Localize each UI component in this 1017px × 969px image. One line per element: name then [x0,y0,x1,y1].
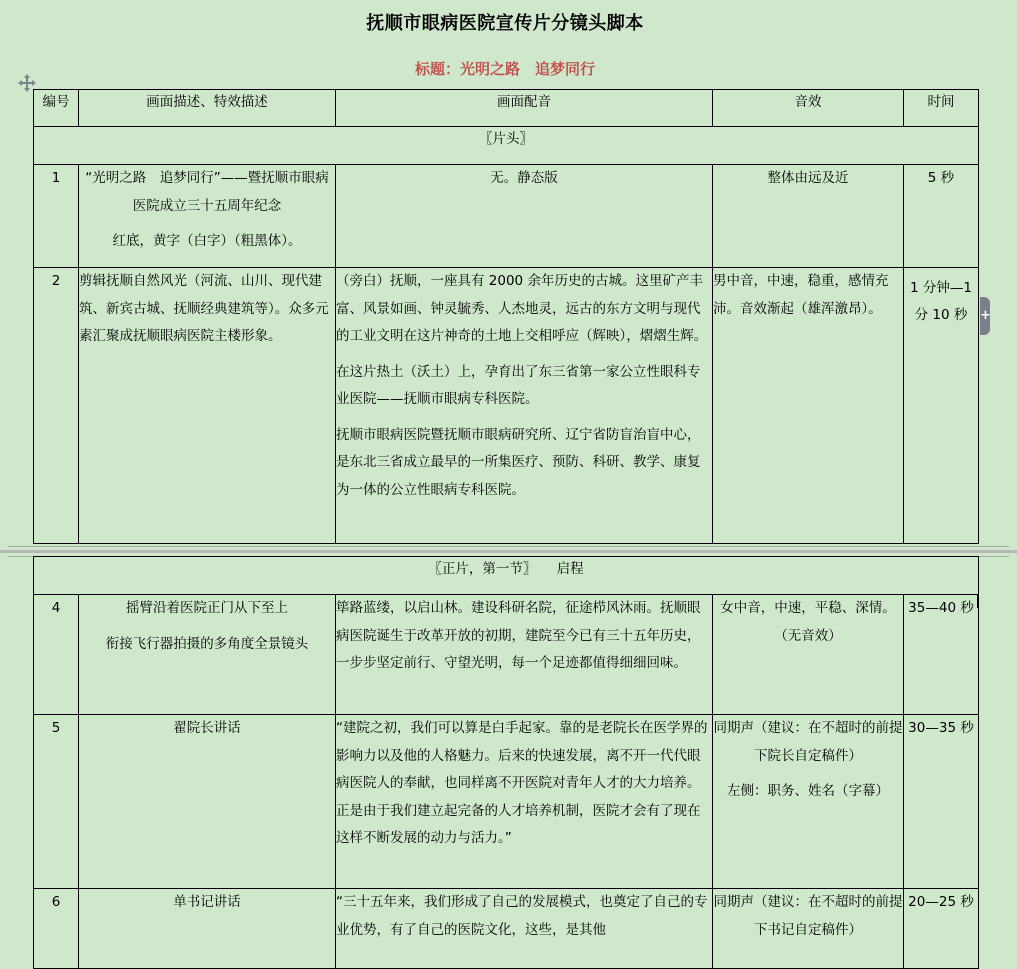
voiceover-text: 筚路蓝缕，以启山林。建设科研名院，征途栉风沐雨。抚顺眼病医院诞生于改革开放的初期，建院至今已有三十五年历史，一步步坚定前行、守望光明，每一个足迹都值得细细回味。 [336,600,701,671]
description-cell[interactable] [79,715,336,889]
sfx-text: 女中音，中速，平稳、深情。 [720,600,896,616]
sfx-cell[interactable] [713,889,904,969]
add-row-button[interactable] [980,297,990,335]
description-text: 衔接飞行器拍摄的多角度全景镜头 [105,635,309,652]
row-number[interactable]: 6 [34,889,79,969]
time-cell[interactable]: 20—25 秒 [904,889,979,969]
header-number: 编号 [34,90,79,127]
document-title: 抚顺市眼病医院宣传片分镜头脚本 [366,13,644,34]
sfx-text: 左侧：职务、姓名（字幕） [727,783,889,799]
description-text: 摇臂沿着医院正门从下至上 [126,600,288,616]
sfx-text: 同期声（建议：在不超时的前提下书记自定稿件） [713,894,903,938]
row-number[interactable]: 5 [34,715,79,889]
table-row [34,268,979,544]
sfx-cell[interactable] [713,595,904,715]
storyboard-table-page2 [33,556,979,969]
sfx-text: 整体由远及近 [767,170,849,186]
voiceover-cell[interactable] [336,268,713,544]
text-cursor [977,594,979,608]
voiceover-text: 无。静态版 [490,170,558,186]
voiceover-text: 抚顺市眼病医院暨抚顺市眼病研究所、辽宁省防盲治盲中心，是东北三省成立最早的一所集医疗、预防、科研、教学、康复为一体的公立性眼病专科医院。 [336,426,701,498]
page-break-separator [0,546,1017,556]
table-header-row [34,90,979,127]
header-sound-effects: 音效 [713,90,904,127]
sfx-cell[interactable] [713,268,904,544]
voiceover-cell[interactable] [336,595,713,715]
table-row [34,165,979,268]
table-row [34,715,979,889]
document-subtitle: 标题：光明之路 追梦同行 [414,60,595,78]
section-label[interactable]: 〖正片，第一节〗 启程 [34,557,979,595]
description-cell[interactable] [79,165,336,268]
table-row [34,889,979,969]
voiceover-text: “建院之初，我们可以算是白手起家。靠的是老院长在医学界的影响力以及他的人格魅力。后来的快速发展，离不开一代代眼病医院人的奉献，也同样离不开医院对青年人才的大力培养。正是由于我们建立起完备的人才培养机制，医院才会有了现在这样不断发展的动力与活力。” [336,720,708,846]
sfx-cell[interactable] [713,165,904,268]
description-cell[interactable] [79,595,336,715]
sfx-text: （无音效） [774,627,842,644]
storyboard-table-page1 [33,89,979,544]
voiceover-cell[interactable] [336,165,713,268]
description-cell[interactable] [79,268,336,544]
voiceover-cell[interactable] [336,715,713,889]
header-description: 画面描述、特效描述 [79,90,336,127]
voiceover-text: 在这片热土（沃土）上，孕育出了东三省第一家公立性眼科专业医院——抚顺市眼病专科医院。 [336,363,701,407]
description-text: 翟院长讲话 [173,720,241,736]
header-voiceover: 画面配音 [336,90,713,127]
row-number[interactable]: 4 [34,595,79,715]
description-text: 单书记讲话 [173,894,241,910]
section-row [34,557,979,595]
section-label[interactable]: 〖片头〗 [34,127,979,165]
time-cell[interactable]: 5 秒 [904,165,979,268]
sfx-text: 男中音，中速，稳重，感情充沛。音效渐起（雄浑激昂）。 [713,273,889,317]
voiceover-cell[interactable] [336,889,713,969]
time-cell[interactable]: 35—40 秒 [904,595,979,715]
table-row [34,595,979,715]
description-cell[interactable] [79,889,336,969]
section-row [34,127,979,165]
header-time: 时间 [904,90,979,127]
time-cell[interactable]: 1 分钟—1 分 10 秒 [904,268,979,544]
sfx-text: 同期声（建议：在不超时的前提下院长自定稿件） [713,720,903,764]
plus-icon: + [980,308,991,323]
description-text: 红底，黄字（白字）（粗黑体）。 [112,233,302,249]
row-number[interactable]: 1 [34,165,79,268]
description-text: 剪辑抚顺自然风光（河流、山川、现代建筑、新宾古城、抚顺经典建筑等）。众多元素汇聚成抚顺眼病医院主楼形象。 [79,273,329,344]
description-text: “光明之路 追梦同行”——暨抚顺市眼病医院成立三十五周年纪念 [85,170,329,214]
row-number[interactable]: 2 [34,268,79,544]
voiceover-text: “三十五年来，我们形成了自己的发展模式，也奠定了自己的专业优势，有了自己的医院文化，这些，是其他 [336,894,708,938]
time-cell[interactable]: 30—35 秒 [904,715,979,889]
voiceover-text: （旁白）抚顺，一座具有 2000 余年历史的古城。这里矿产丰富、风景如画、钟灵毓秀、人杰地灵，远古的东方文明与现代的工业文明在这片神奇的土地上交相呼应（辉映），熠熠生辉。 [336,273,708,344]
sfx-cell[interactable] [713,715,904,889]
